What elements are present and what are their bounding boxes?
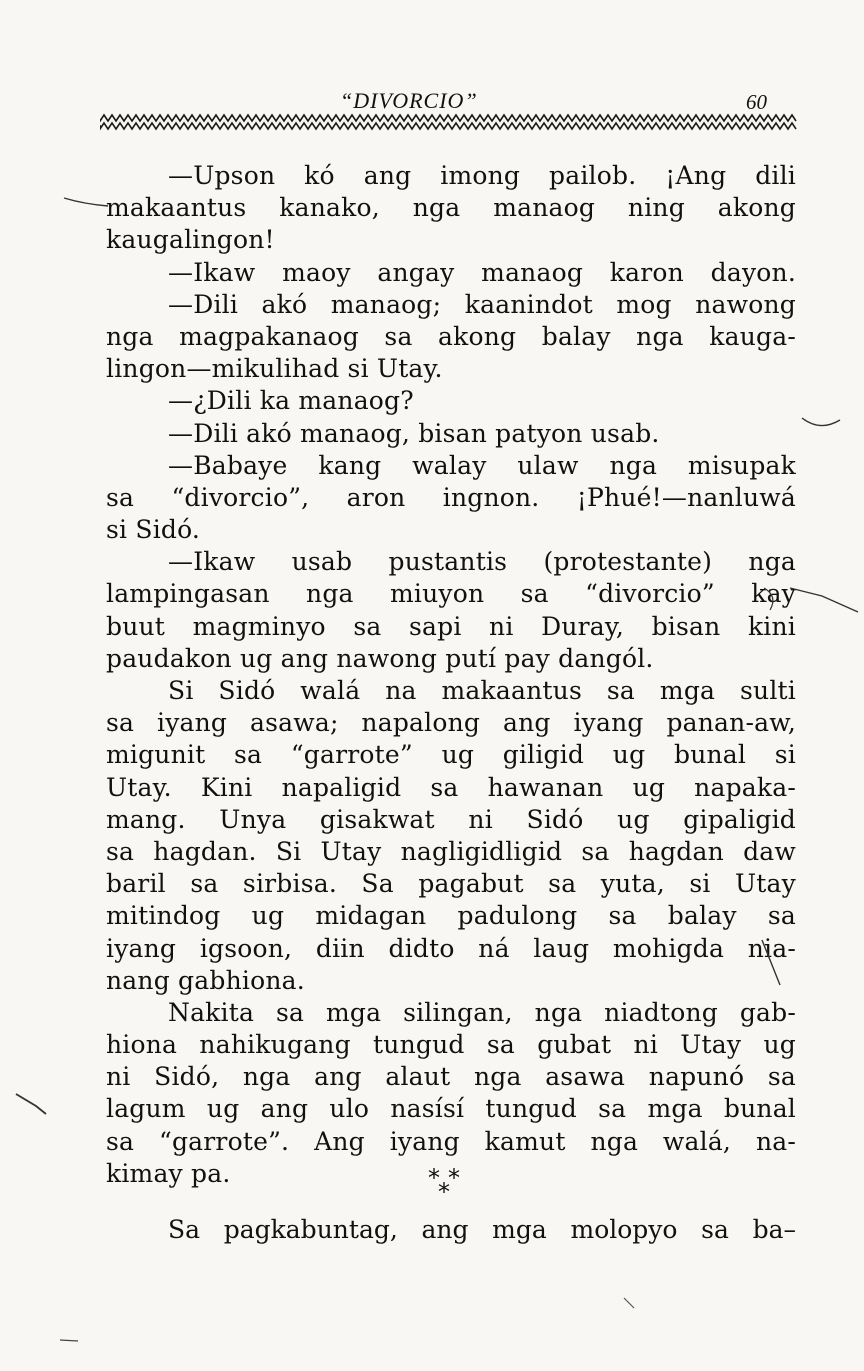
page-header xyxy=(0,82,864,112)
asterisk: * xyxy=(448,1164,460,1192)
text-line: baril sa sirbisa. Sa pagabut sa yuta, si Utay xyxy=(106,869,796,899)
asterisk: * xyxy=(428,1164,440,1192)
text-line: Nakita sa mga silingan, nga niadtong gab- xyxy=(168,997,796,1027)
text-line: hiona nahikugang tungud sa gubat ni Utay ug xyxy=(106,1030,796,1060)
text-line: —Dili akó manaog, bisan patyon usab. xyxy=(168,418,660,448)
ink-stroke xyxy=(60,1340,78,1341)
text-line: buut magminyo sa sapi ni Duray, bisan kini xyxy=(106,611,796,641)
asterisk: * xyxy=(438,1178,450,1206)
text-line: —Upson kó ang imong pailob. ¡Ang dili xyxy=(168,161,796,190)
text-line: paudakon ug ang nawong putí pay dangól. xyxy=(106,643,654,673)
text-line: —Babaye kang walay ulaw nga misupak xyxy=(168,450,796,480)
page-number: 60 xyxy=(746,90,767,114)
text-line: lagum ug ang ulo nasísí tungud sa mga bunal xyxy=(106,1094,796,1124)
ink-stroke xyxy=(624,1298,634,1308)
text-line: —Dili akó manaog; kaanindot mog nawong xyxy=(168,289,796,319)
text-line: migunit sa “garrote” ug giligid ug bunal si xyxy=(106,740,796,770)
ink-stroke xyxy=(16,1094,46,1114)
text-line: makaantus kanako, nga manaog ning akong xyxy=(106,193,796,223)
decorative-zigzag-rule xyxy=(100,113,798,131)
text-line: nga magpakanaog sa akong balay nga kauga- xyxy=(106,321,796,351)
text-line: kimay pa. xyxy=(106,1158,231,1188)
text-line: mitindog ug midagan padulong sa balay sa xyxy=(106,901,796,931)
text-line: Si Sidó walá na makaantus sa mga sulti xyxy=(168,676,796,705)
running-title: “DIVORCIO” xyxy=(340,88,478,113)
text-line: —Ikaw maoy angay manaog karon dayon. xyxy=(168,257,796,287)
text-line: —Ikaw usab pustantis (protestante) nga xyxy=(168,547,796,577)
ink-stroke xyxy=(64,198,108,206)
text-line: —¿Dili ka manaog? xyxy=(168,386,414,416)
text-line: mang. Unya gisakwat ni Sidó ug gipaligid xyxy=(106,804,796,834)
text-line: iyang igsoon, diin didto ná laug mohigda nia- xyxy=(106,933,796,963)
text-line: nang gabhiona. xyxy=(106,965,305,995)
text-line: sa “garrote”. Ang iyang kamut nga walá, na- xyxy=(106,1126,796,1156)
text-line: lingon—mikulihad si Utay. xyxy=(106,354,443,384)
ink-stroke xyxy=(790,588,858,612)
ink-stroke xyxy=(802,418,840,426)
text-line: ni Sidó, nga ang alaut nga asawa napunó sa xyxy=(106,1062,796,1092)
text-line: sa “divorcio”, aron ingnon. ¡Phué!—nanluwá xyxy=(106,482,796,512)
text-line: kaugalingon! xyxy=(106,225,275,255)
text-line: Sa pagkabuntag, ang mga molopyo sa ba– xyxy=(168,1215,796,1244)
text-line: sa iyang asawa; napalong ang iyang panan-aw, xyxy=(106,708,796,738)
text-line: sa hagdan. Si Utay nagligidligid sa hagdan daw xyxy=(106,836,796,866)
text-line: si Sidó. xyxy=(106,515,201,545)
text-line: Utay. Kini napaligid sa hawanan ug napaka- xyxy=(106,772,796,802)
text-line: lampingasan nga miuyon sa “divorcio” kay xyxy=(106,579,796,609)
body-text xyxy=(106,160,796,1190)
section-break-asterism xyxy=(420,1166,470,1206)
